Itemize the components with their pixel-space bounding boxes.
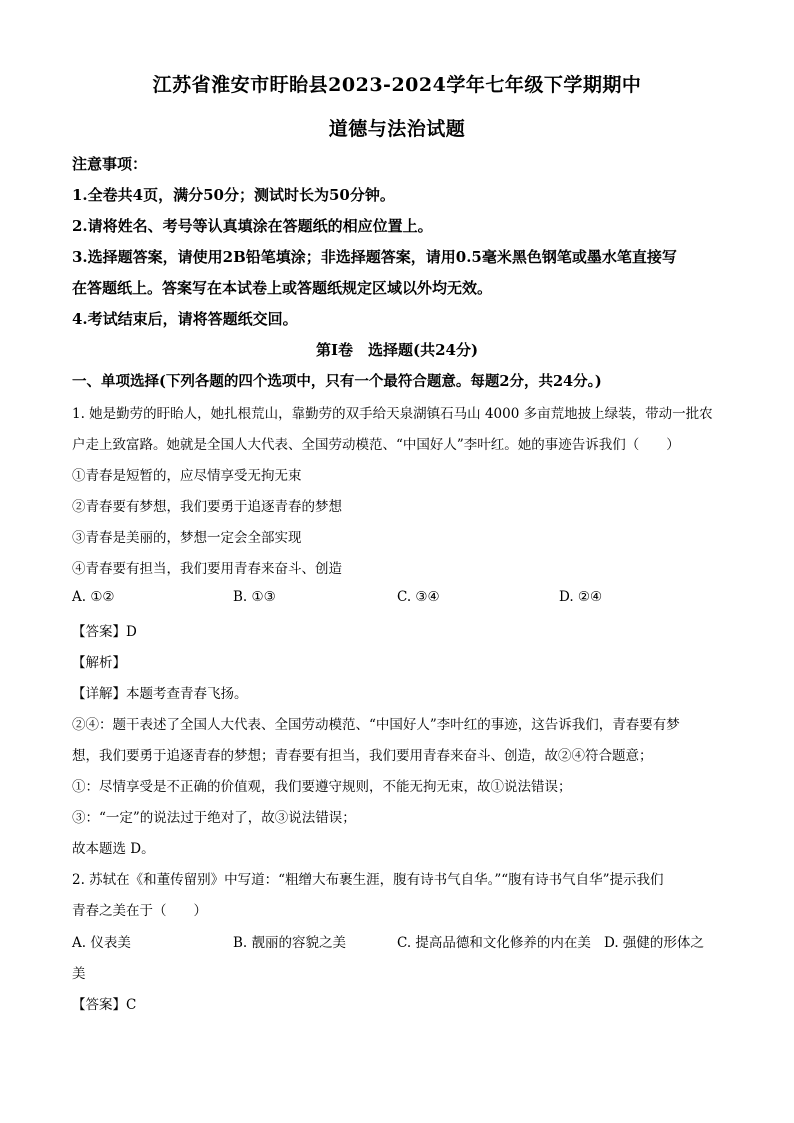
q1-statement: ④青春要有担当，我们要用青春来奋斗、创造 bbox=[72, 561, 342, 577]
q2-option-b: B. 靓丽的容貌之美 bbox=[233, 935, 347, 951]
q2-answer: 【答案】C bbox=[72, 997, 137, 1013]
exam-title-line2: 道德与法治试题 bbox=[328, 118, 466, 140]
q1-option-c: C. ③④ bbox=[397, 589, 440, 605]
q1-answer: 【答案】D bbox=[72, 624, 137, 640]
q2-option-d-wrap: 美 bbox=[72, 966, 86, 982]
q1-detail-line: 想，我们要勇于追逐青春的梦想；青春要有担当，我们要用青春来奋斗、创造，故②④符合题意； bbox=[72, 748, 653, 764]
exam-title-line1: 江苏省淮安市盱眙县2023-2024学年七年级下学期期中 bbox=[152, 74, 642, 96]
q1-statement: ①青春是短暂的，应尽情享受无拘无束 bbox=[72, 468, 302, 484]
notice-item: 4.考试结束后，请将答题纸交回。 bbox=[72, 310, 298, 328]
notice-item: 1.全卷共4页，满分50分；测试时长为50分钟。 bbox=[72, 186, 395, 204]
notice-item: 2.请将姓名、考号等认真填涂在答题纸的相应位置上。 bbox=[72, 217, 433, 235]
q1-stem-line2: 户走上致富路。她就是全国人大代表、全国劳动模范、“中国好人”李叶红。她的事迹告诉我们（ ） bbox=[72, 437, 680, 453]
q1-statement: ③青春是美丽的，梦想一定会全部实现 bbox=[72, 530, 302, 546]
q2-option-a: A. 仪表美 bbox=[72, 935, 131, 951]
q2-stem-line1: 2. 苏轼在《和董传留别》中写道：“粗缯大布裹生涯，腹有诗书气自华。”“腹有诗书气自华”提示我们 bbox=[72, 872, 664, 888]
q1-option-d: D. ②④ bbox=[559, 589, 603, 605]
q1-detail-line: 故本题选 D。 bbox=[72, 841, 155, 857]
notice-item: 3.选择题答案，请使用2B铅笔填涂；非选择题答案，请用0.5毫米黑色钢笔或墨水笔直接写 bbox=[72, 248, 677, 266]
q1-detail-line: ②④：题干表述了全国人大代表、全国劳动模范、“中国好人”李叶红的事迹，这告诉我们，青春要有梦 bbox=[72, 717, 680, 733]
notice-item: 在答题纸上。答案写在本试卷上或答题纸规定区域以外均无效。 bbox=[72, 279, 493, 297]
q2-stem-line2: 青春之美在于（ ） bbox=[72, 903, 207, 919]
q1-option-a: A. ①② bbox=[72, 589, 115, 605]
section-title: 第Ⅰ卷 选择题(共24分) bbox=[315, 341, 479, 359]
q2-option-d: D. 强健的形体之 bbox=[604, 935, 704, 951]
q1-option-b: B. ①③ bbox=[233, 589, 276, 605]
notice-heading: 注意事项： bbox=[72, 155, 148, 173]
q2-option-c: C. 提高品德和文化修养的内在美 bbox=[397, 935, 591, 951]
q1-detail-line: ③：“一定”的说法过于绝对了，故③说法错误； bbox=[72, 810, 356, 826]
q1-analysis-label: 【解析】 bbox=[72, 655, 126, 671]
q1-detail-line: ①：尽情享受是不正确的价值观，我们要遵守规则，不能无拘无束，故①说法错误； bbox=[72, 779, 572, 795]
q1-detail-line: 【详解】本题考查青春飞扬。 bbox=[72, 686, 248, 702]
section-instruction: 一、单项选择(下列各题的四个选项中，只有一个最符合题意。每题2分，共24分。) bbox=[72, 373, 602, 390]
q1-statement: ②青春要有梦想，我们要勇于追逐青春的梦想 bbox=[72, 499, 342, 515]
q1-stem-line1: 1. 她是勤劳的盱眙人，她扎根荒山，靠勤劳的双手给天泉湖镇石马山 4000 多亩荒地披上绿装，带动一批农 bbox=[72, 406, 713, 422]
